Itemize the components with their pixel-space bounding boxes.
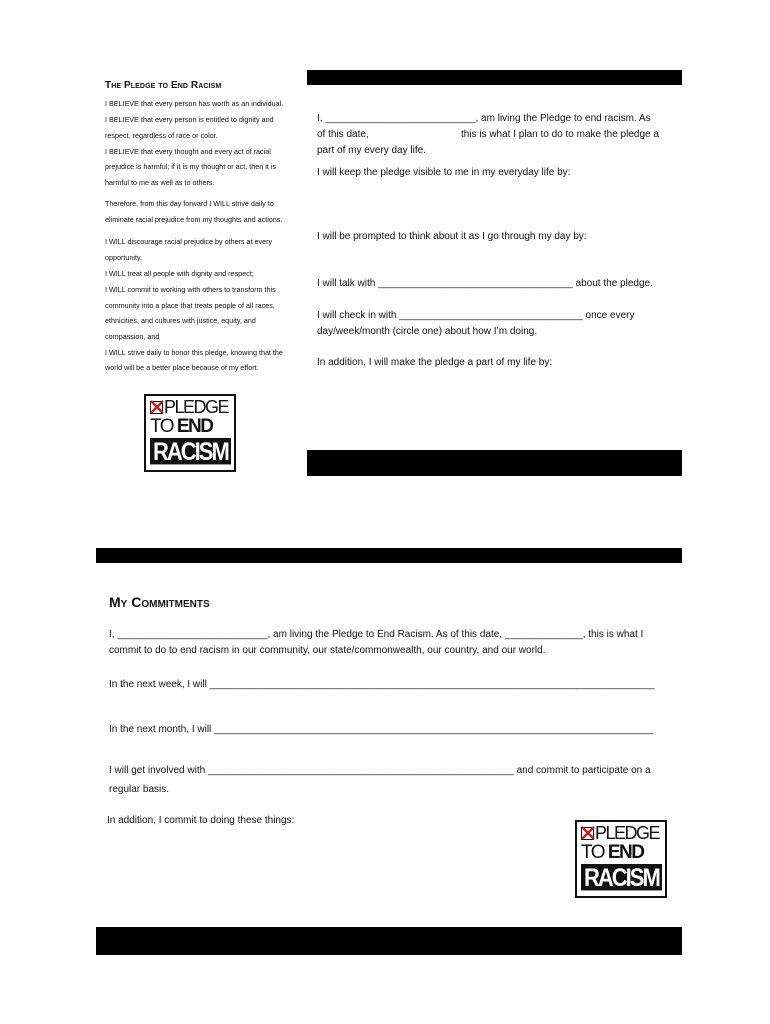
logo-end-text: END — [607, 842, 644, 863]
pledge-line: opportunity. — [105, 253, 143, 262]
logo-to-text: TO — [581, 842, 608, 863]
section-divider-bar — [96, 548, 682, 563]
pledge-line: I BELIEVE that every person is entitled to dignity and — [105, 115, 274, 124]
pledge-logo — [144, 394, 236, 472]
card-date-label: of this date, — [317, 129, 369, 140]
commitments-month-line: In the next month, I will _______________________________________________________________________________ — [109, 724, 654, 735]
pledge-line: I BELIEVE that every thought and every act of racial — [105, 147, 271, 156]
pledge-line: world will be a better place because of my effort. — [105, 363, 259, 372]
logo-racism-text: RACISM — [150, 438, 231, 464]
commitments-title: My Commitments — [109, 594, 210, 610]
commitments-week-line: In the next week, I will ________________________________________________________________________________ — [109, 679, 655, 690]
card-top-bar — [307, 70, 682, 85]
card-plan-text: this is what I plan to do to make the pledge a — [461, 129, 659, 140]
pledge-line: compassion, and — [105, 332, 160, 341]
card-frequency-text: day/week/month (circle one) about how I’m doing. — [317, 326, 538, 337]
logo-pledge-text: PLEDGE — [595, 823, 660, 843]
pledge-line: ethnicities, and cultures with justice, equity, and — [105, 316, 256, 325]
commitments-name-line: I, ___________________________, am living the Pledge to End Racism. As of this date, ______________, this is what I — [109, 629, 644, 640]
pledge-line: respect, regardless of race or color. — [105, 131, 218, 140]
card-prompted-prompt: I will be prompted to think about it as I go through my day by: — [317, 231, 587, 242]
pledge-line: Therefore, from this day forward I WILL strive daily to — [105, 199, 274, 208]
pledge-line: harmful to me as well as to others. — [105, 178, 215, 187]
card-addition-prompt: In addition, I will make the pledge a part of my life by: — [317, 357, 553, 368]
card-visible-prompt: I will keep the pledge visible to me in my everyday life by: — [317, 167, 571, 178]
checkbox-x-icon — [581, 827, 594, 840]
card-checkin-line: I will check in with _________________________________ once every — [317, 310, 635, 321]
pledge-title: The Pledge to End Racism — [105, 80, 222, 91]
card-talk-line: I will talk with ___________________________________ about the pledge. — [317, 278, 653, 289]
logo-to-text: TO — [150, 416, 177, 437]
commitments-involved-line: I will get involved with _______________________________________________________ and commit to participate on a — [109, 765, 651, 776]
logo-pledge-text: PLEDGE — [164, 397, 229, 417]
logo-racism-text: RACISM — [581, 864, 662, 890]
pledge-line: I BELIEVE that every person has worth as an individual. — [105, 99, 284, 108]
pledge-line: I WILL discourage racial prejudice by others at every — [105, 237, 273, 246]
card-name-line: I, ___________________________, am living the Pledge to end racism. As — [317, 113, 651, 124]
card-everyday-text: part of my every day life. — [317, 145, 426, 156]
pledge-line: I WILL treat all people with dignity and respect; — [105, 269, 254, 278]
commitments-addition-prompt: In addition, I commit to doing these things: — [107, 815, 295, 826]
commitments-regular-text: regular basis. — [109, 784, 170, 795]
footer-bar — [96, 927, 682, 955]
pledge-line: community into a place that treats people of all races, — [105, 301, 275, 310]
pledge-line: I WILL strive daily to honor this pledge, knowing that the — [105, 348, 283, 357]
pledge-line: I WILL commit to working with others to transform this — [105, 285, 276, 294]
pledge-line: eliminate racial prejudice from my thoughts and actions. — [105, 215, 283, 224]
commitments-scope-text: commit to do to end racism in our community, our state/commonwealth, our country, and our world. — [109, 645, 546, 656]
logo-end-text: END — [176, 416, 213, 437]
card-bottom-bar — [307, 450, 682, 476]
pledge-logo-bottom — [575, 820, 667, 898]
pledge-line: prejudice is harmful; if it is my thought or act, then it is — [105, 162, 276, 171]
checkbox-x-icon — [150, 401, 163, 414]
